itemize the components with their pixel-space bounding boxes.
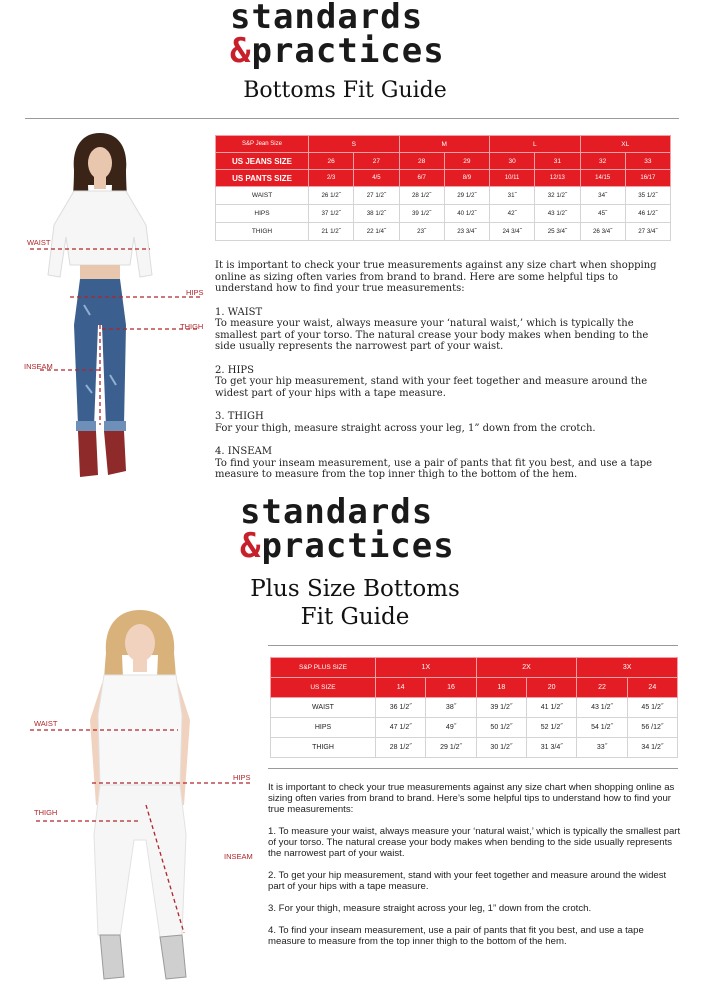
label-inseam: INSEAM bbox=[24, 362, 53, 371]
table-cell: 27 1/2˝ bbox=[354, 187, 399, 205]
table-row bbox=[271, 738, 678, 758]
logo-line-practices: practices bbox=[251, 31, 445, 71]
tip-text: 2. To get your hip measurement, stand with your feet together and measure around the widest part of your hips with a tape measure. bbox=[268, 870, 667, 892]
table-cell: 33˝ bbox=[577, 738, 627, 758]
intro-text: It is important to check your true measurements against any size chart when shopping online as sizing often varies from brand to brand. Here’s some helpful tips to understand how to find your true measurements: bbox=[268, 782, 675, 815]
table-cell: 50 1/2˝ bbox=[476, 718, 526, 738]
size-header-2x: 2X bbox=[476, 658, 577, 678]
table-row-label: HIPS bbox=[216, 205, 309, 223]
table-cell: 22 bbox=[577, 678, 627, 698]
table-cell: 16 bbox=[426, 678, 476, 698]
divider bbox=[268, 645, 678, 646]
table-cell: 26 1/2˝ bbox=[309, 187, 354, 205]
table-cell: 20 bbox=[526, 678, 576, 698]
logo-line-practices: practices bbox=[261, 526, 455, 566]
title-line-2: Fit Guide bbox=[300, 604, 410, 630]
size-header-xl: XL bbox=[580, 136, 671, 153]
table-cell: 31 3/4˝ bbox=[526, 738, 576, 758]
size-header-s: S bbox=[309, 136, 400, 153]
label-waist: WAIST bbox=[34, 719, 58, 728]
tip-heading: 1. WAIST bbox=[215, 306, 263, 318]
label-inseam: INSEAM bbox=[224, 852, 253, 861]
table-cell: 14/15 bbox=[580, 170, 625, 187]
table-cell: 37 1/2˝ bbox=[309, 205, 354, 223]
tip-heading: 3. THIGH bbox=[215, 411, 264, 422]
table-row-label: US JEANS SIZE bbox=[216, 153, 309, 170]
table-cell: 30 1/2˝ bbox=[476, 738, 526, 758]
table-cell: 29 1/2˝ bbox=[426, 738, 476, 758]
size-chart-table bbox=[215, 135, 671, 241]
table-cell: 49˝ bbox=[426, 718, 476, 738]
table-row-label: HIPS bbox=[271, 718, 376, 738]
table-cell: 42˝ bbox=[490, 205, 535, 223]
title-line-1: Plus Size Bottoms bbox=[250, 576, 460, 602]
table-cell: 23˝ bbox=[399, 223, 444, 241]
table-cell: 41 1/2˝ bbox=[526, 698, 576, 718]
table-cell: 38 1/2˝ bbox=[354, 205, 399, 223]
table-cell: 33 bbox=[625, 153, 670, 170]
table-row bbox=[271, 658, 678, 678]
table-cell: 32 1/2˝ bbox=[535, 187, 580, 205]
label-thigh: THIGH bbox=[180, 322, 204, 331]
table-cell: 45 1/2˝ bbox=[627, 698, 677, 718]
table-cell: 8/9 bbox=[444, 170, 489, 187]
table-row-label: THIGH bbox=[216, 223, 309, 241]
table-cell: 54 1/2˝ bbox=[577, 718, 627, 738]
table-cell: 52 1/2˝ bbox=[526, 718, 576, 738]
table-cell: 28 1/2˝ bbox=[376, 738, 426, 758]
measurement-instructions bbox=[215, 260, 670, 481]
table-cell: 39 1/2˝ bbox=[399, 205, 444, 223]
table-cell: 31˝ bbox=[490, 187, 535, 205]
table-cell: 10/11 bbox=[490, 170, 535, 187]
table-cell: 29 1/2˝ bbox=[444, 187, 489, 205]
table-row-label: THIGH bbox=[271, 738, 376, 758]
table-cell: 36 1/2˝ bbox=[376, 698, 426, 718]
table-cell: 24 3/4˝ bbox=[490, 223, 535, 241]
table-cell: 25 3/4˝ bbox=[535, 223, 580, 241]
table-cell: 29 bbox=[444, 153, 489, 170]
table-row-label: WAIST bbox=[271, 698, 376, 718]
table-cell: 24 bbox=[627, 678, 677, 698]
tip-heading: 4. INSEAM bbox=[215, 446, 273, 457]
table-row bbox=[271, 718, 678, 738]
logo-line-standards: standards bbox=[230, 0, 424, 37]
table-row-label: US SIZE bbox=[271, 678, 376, 698]
plus-size-chart-table bbox=[270, 657, 678, 758]
table-row bbox=[216, 223, 671, 241]
table-row-label: WAIST bbox=[216, 187, 309, 205]
brand-logo bbox=[230, 0, 470, 71]
size-header-3x: 3X bbox=[577, 658, 678, 678]
table-row bbox=[271, 678, 678, 698]
intro-text: It is important to check your true measurements against any size chart when shopping online as sizing often varies from brand to brand. Here are some helpful tips to understand how to find your true measurements: bbox=[215, 260, 657, 294]
page-title bbox=[220, 575, 490, 631]
table-cell: 31 bbox=[535, 153, 580, 170]
table-cell: 27 3/4˝ bbox=[625, 223, 670, 241]
table-row bbox=[216, 153, 671, 170]
table-cell: 38˝ bbox=[426, 698, 476, 718]
table-cell: 6/7 bbox=[399, 170, 444, 187]
table-cell: 18 bbox=[476, 678, 526, 698]
label-hips: HIPS bbox=[233, 773, 251, 782]
tip-text: 4. To find your inseam measurement, use a pair of pants that fit you best, and use a tape measure to measure from the top inner thigh to the bottom of the hem. bbox=[268, 925, 644, 947]
table-cell: 2/3 bbox=[309, 170, 354, 187]
table-cell: 27 bbox=[354, 153, 399, 170]
table-cell: 34 1/2˝ bbox=[627, 738, 677, 758]
table-cell: 43 1/2˝ bbox=[535, 205, 580, 223]
logo-ampersand: & bbox=[230, 31, 252, 71]
tip-body: To get your hip measurement, stand with your feet together and measure around the widest part of your hips with a tape measure. bbox=[215, 376, 648, 399]
table-cell: 30 bbox=[490, 153, 535, 170]
table-cell: 4/5 bbox=[354, 170, 399, 187]
table-cell: 28 bbox=[399, 153, 444, 170]
page-title: Bottoms Fit Guide bbox=[243, 78, 447, 103]
tip-body: To find your inseam measurement, use a pair of pants that fit you best, and use a tape measure to measure from the top inner thigh to the bottom of the hem. bbox=[215, 457, 653, 480]
table-cell: 12/13 bbox=[535, 170, 580, 187]
label-thigh: THIGH bbox=[34, 808, 58, 817]
table-row bbox=[271, 698, 678, 718]
model-figure-jeans bbox=[0, 125, 200, 485]
divider bbox=[25, 118, 679, 119]
table-cell: 46 1/2˝ bbox=[625, 205, 670, 223]
tip-body: For your thigh, measure straight across your leg, 1” down from the crotch. bbox=[215, 422, 596, 434]
table-cell: 22 1/4˝ bbox=[354, 223, 399, 241]
label-waist: WAIST bbox=[27, 238, 51, 247]
size-header-l: L bbox=[490, 136, 581, 153]
table-cell: 28 1/2˝ bbox=[399, 187, 444, 205]
tip-text: 3. For your thigh, measure straight across your leg, 1” down from the crotch. bbox=[268, 903, 592, 914]
table-header-cell: S&P PLUS SIZE bbox=[271, 658, 376, 678]
label-hips: HIPS bbox=[186, 288, 204, 297]
table-row-label: US PANTS SIZE bbox=[216, 170, 309, 187]
logo-line-standards: standards bbox=[240, 492, 434, 532]
table-cell: 26 3/4˝ bbox=[580, 223, 625, 241]
brand-logo bbox=[240, 492, 480, 566]
table-cell: 16/17 bbox=[625, 170, 670, 187]
table-cell: 35 1/2˝ bbox=[625, 187, 670, 205]
table-cell: 23 3/4˝ bbox=[444, 223, 489, 241]
table-cell: 26 bbox=[309, 153, 354, 170]
tip-body: To measure your waist, always measure your ‘natural waist,’ which is typically the smallest part of your torso. The natural crease your body makes when bending to the side usually represents the narrowest part of your waist. bbox=[215, 318, 649, 352]
table-row bbox=[216, 136, 671, 153]
logo-ampersand: & bbox=[240, 526, 262, 566]
table-cell: 40 1/2˝ bbox=[444, 205, 489, 223]
table-cell: 47 1/2˝ bbox=[376, 718, 426, 738]
table-cell: 39 1/2˝ bbox=[476, 698, 526, 718]
size-header-m: M bbox=[399, 136, 490, 153]
table-row bbox=[216, 170, 671, 187]
plus-measurement-instructions bbox=[268, 782, 682, 947]
divider bbox=[268, 768, 678, 769]
tip-heading: 2. HIPS bbox=[215, 364, 254, 376]
table-cell: 34˝ bbox=[580, 187, 625, 205]
table-cell: 21 1/2˝ bbox=[309, 223, 354, 241]
table-cell: 14 bbox=[376, 678, 426, 698]
table-cell: 56 /12˝ bbox=[627, 718, 677, 738]
model-figure-plus bbox=[0, 605, 260, 1000]
tip-text: 1. To measure your waist, always measure your ‘natural waist,’ which is typically the smallest part of your torso. The natural crease your body makes when bending to the side usually represents the narrowest part of your waist. bbox=[268, 826, 681, 859]
table-cell: 32 bbox=[580, 153, 625, 170]
table-cell: 45˝ bbox=[580, 205, 625, 223]
table-row bbox=[216, 205, 671, 223]
table-header-cell: S&P Jean Size bbox=[216, 136, 309, 153]
table-row bbox=[216, 187, 671, 205]
size-header-1x: 1X bbox=[376, 658, 477, 678]
table-cell: 43 1/2˝ bbox=[577, 698, 627, 718]
